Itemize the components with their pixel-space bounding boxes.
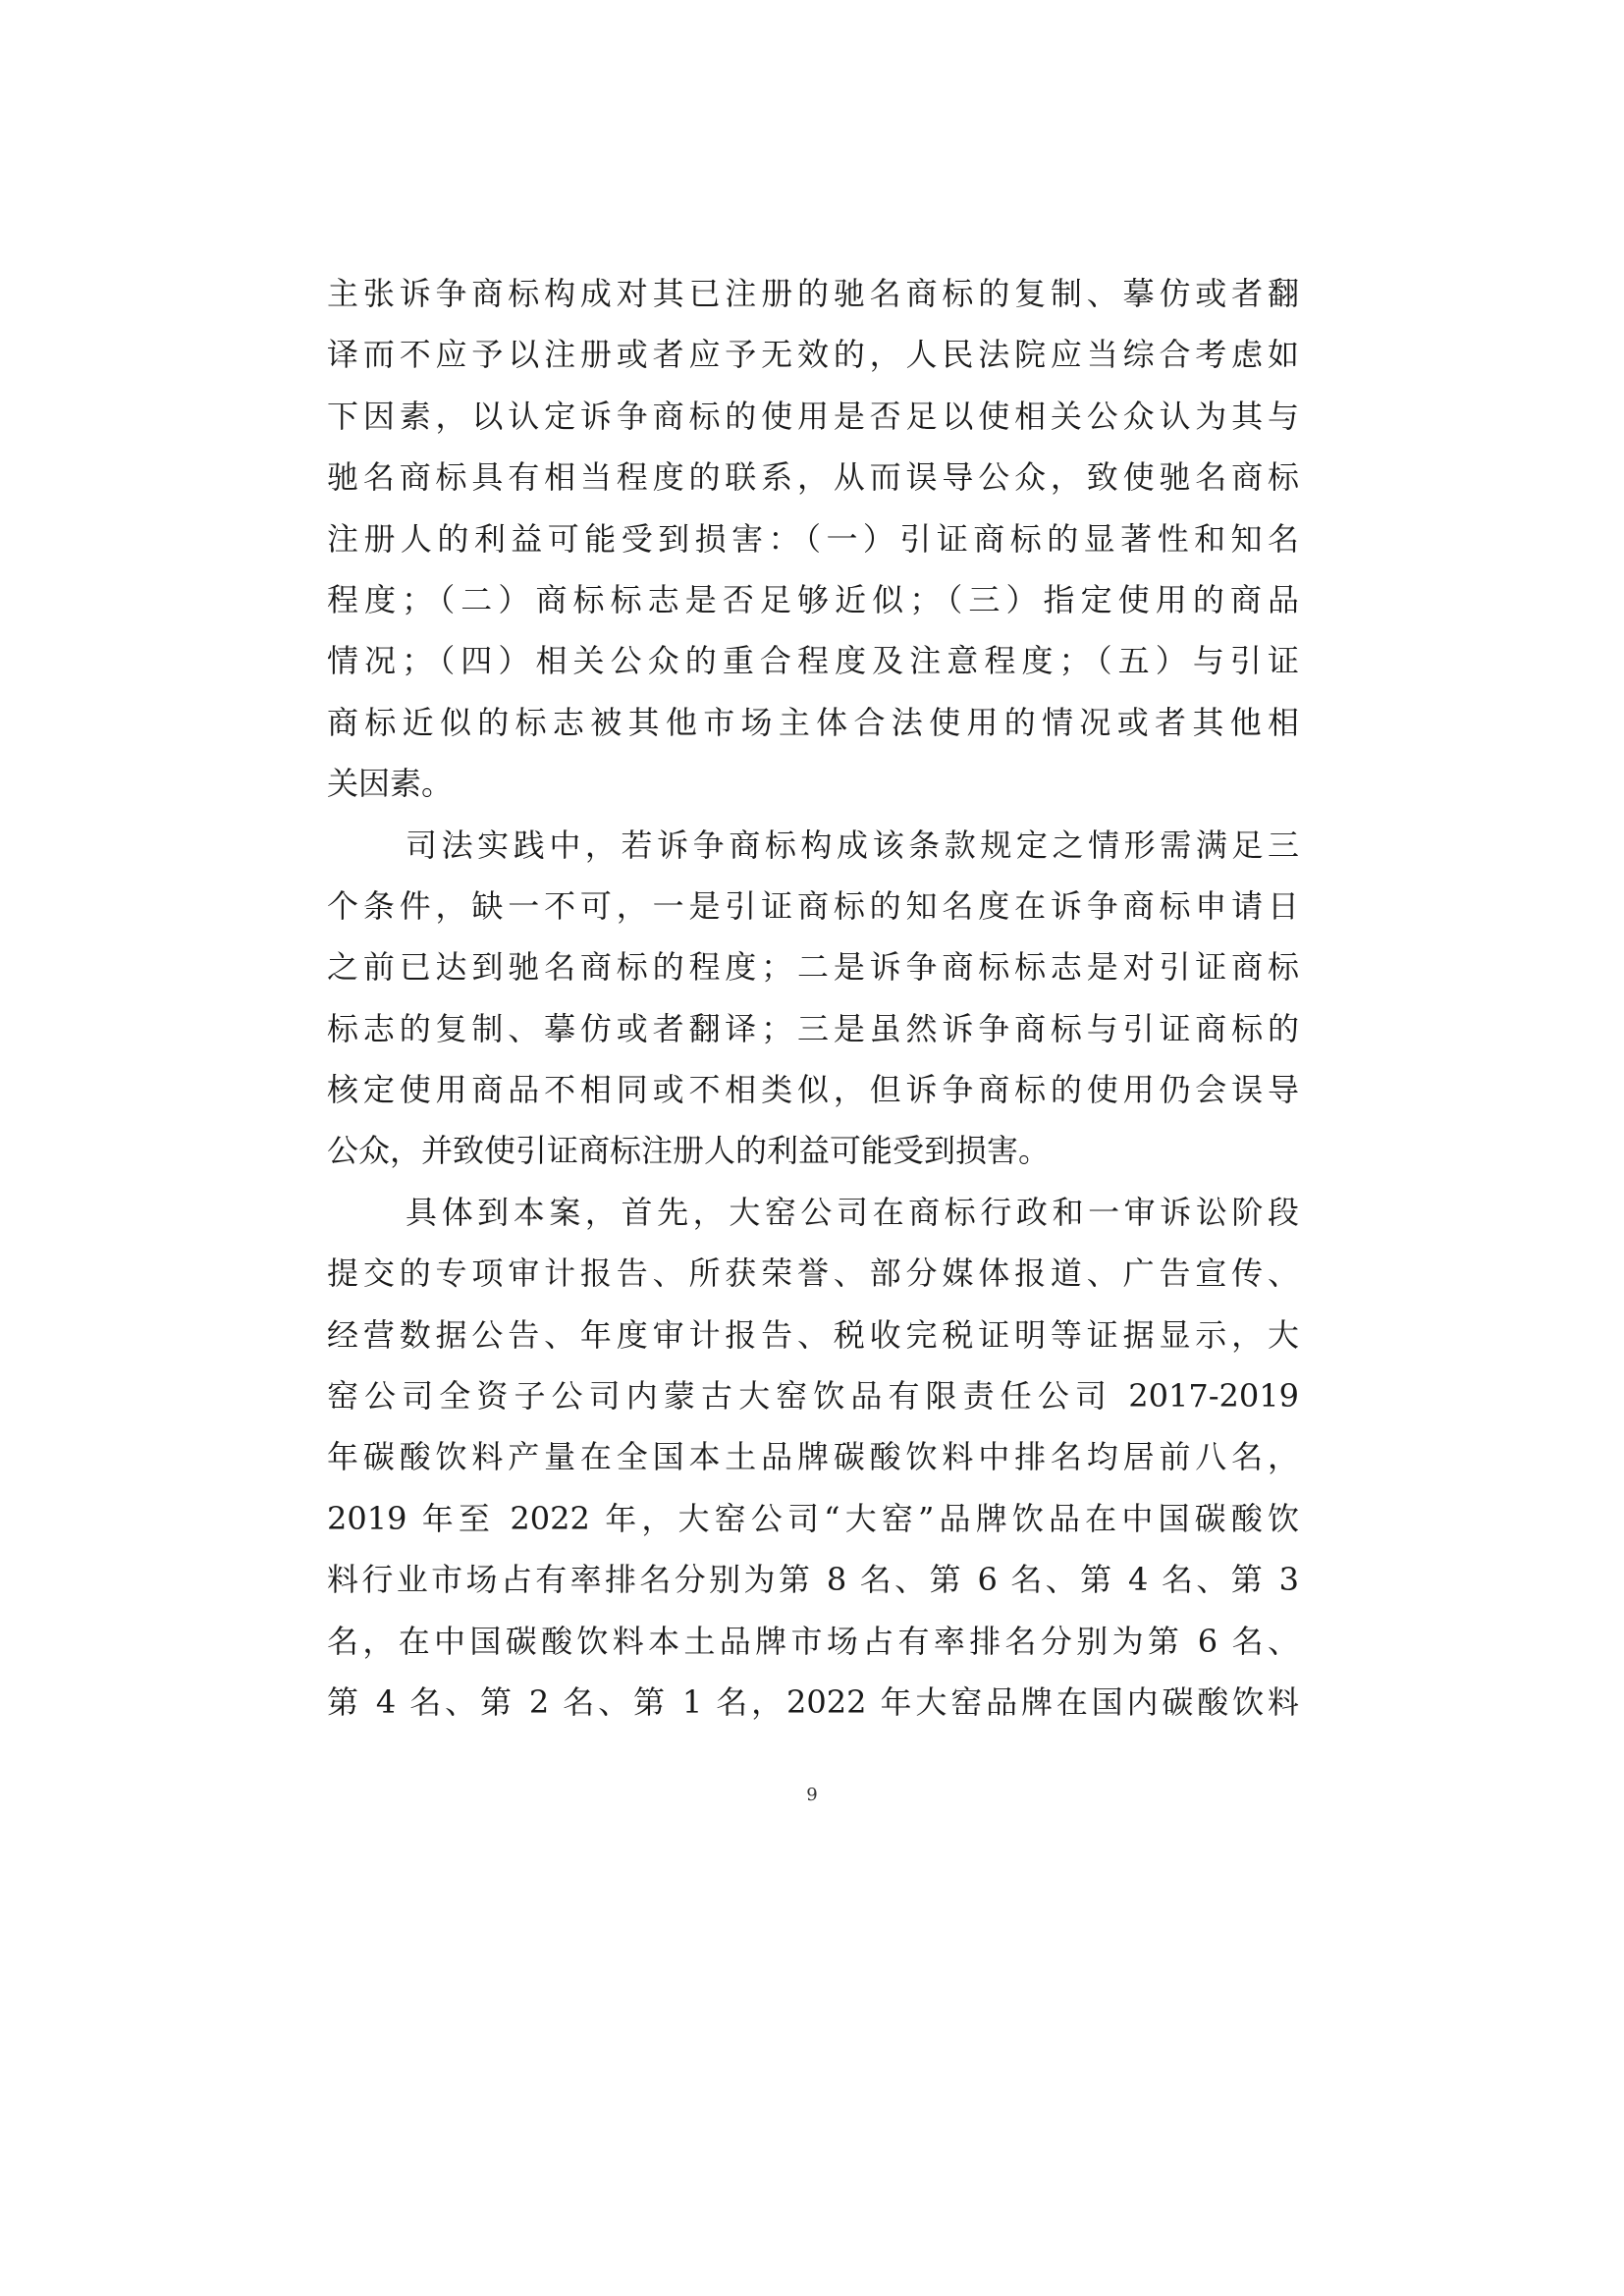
paragraph-3 (327, 1182, 1299, 1734)
text-line: 程度；（二）商标标志是否足够近似；（三）指定使用的商品 (327, 580, 1299, 618)
text-line: 公众，并致使引证商标注册人的利益可能受到损害。 (327, 1132, 1051, 1170)
text-line: 标志的复制、摹仿或者翻译；三是虽然诉争商标与引证商标的 (327, 1009, 1299, 1047)
text-line: 核定使用商品不相同或不相类似，但诉争商标的使用仍会误导 (327, 1071, 1299, 1109)
text-line: 个条件，缺一不可，一是引证商标的知名度在诉争商标申请日 (327, 886, 1299, 925)
text-line: 提交的专项审计报告、所获荣誉、部分媒体报道、广告宣传、 (327, 1255, 1299, 1293)
text-line: 年碳酸饮料产量在全国本土品牌碳酸饮料中排名均居前八名， (327, 1438, 1299, 1476)
text-line: 注册人的利益可能受到损害：（一）引证商标的显著性和知名 (327, 519, 1299, 558)
text-line: 译而不应予以注册或者应予无效的，人民法院应当综合考虑如 (327, 336, 1299, 374)
text-line: 驰名商标具有相当程度的联系，从而误导公众，致使驰名商标 (327, 458, 1299, 497)
text-line: 窑公司全资子公司内蒙古大窑饮品有限责任公司 2017-2019 (327, 1377, 1299, 1415)
body-text (327, 263, 1299, 1733)
text-line: 经营数据公告、年度审计报告、税收完税证明等证据显示，大 (327, 1315, 1299, 1354)
paragraph-2 (327, 815, 1299, 1182)
text-line: 第 4 名、第 2 名、第 1 名，2022 年大窑品牌在国内碳酸饮料 (327, 1682, 1299, 1721)
text-line: 2019 年至 2022 年，大窑公司“大窑”品牌饮品在中国碳酸饮 (327, 1499, 1299, 1537)
text-line: 具体到本案，首先，大窑公司在商标行政和一审诉讼阶段 (406, 1193, 1299, 1231)
text-line: 之前已达到驰名商标的程度；二是诉争商标标志是对引证商标 (327, 948, 1299, 987)
text-line: 主张诉争商标构成对其已注册的驰名商标的复制、摹仿或者翻 (327, 275, 1299, 312)
text-line: 下因素，以认定诉争商标的使用是否足以使相关公众认为其与 (327, 397, 1299, 435)
page-number: 9 (806, 1785, 818, 1805)
text-line: 情况；（四）相关公众的重合程度及注意程度；（五）与引证 (327, 642, 1299, 680)
text-line: 关因素。 (327, 765, 454, 803)
text-line: 料行业市场占有率排名分别为第 8 名、第 6 名、第 4 名、第 3 (327, 1561, 1299, 1599)
text-line: 商标近似的标志被其他市场主体合法使用的情况或者其他相 (327, 703, 1299, 741)
text-line: 名，在中国碳酸饮料本土品牌市场占有率排名分别为第 6 名、 (327, 1622, 1299, 1660)
text-line: 司法实践中，若诉争商标构成该条款规定之情形需满足三 (406, 826, 1299, 864)
paragraph-1 (327, 263, 1299, 815)
